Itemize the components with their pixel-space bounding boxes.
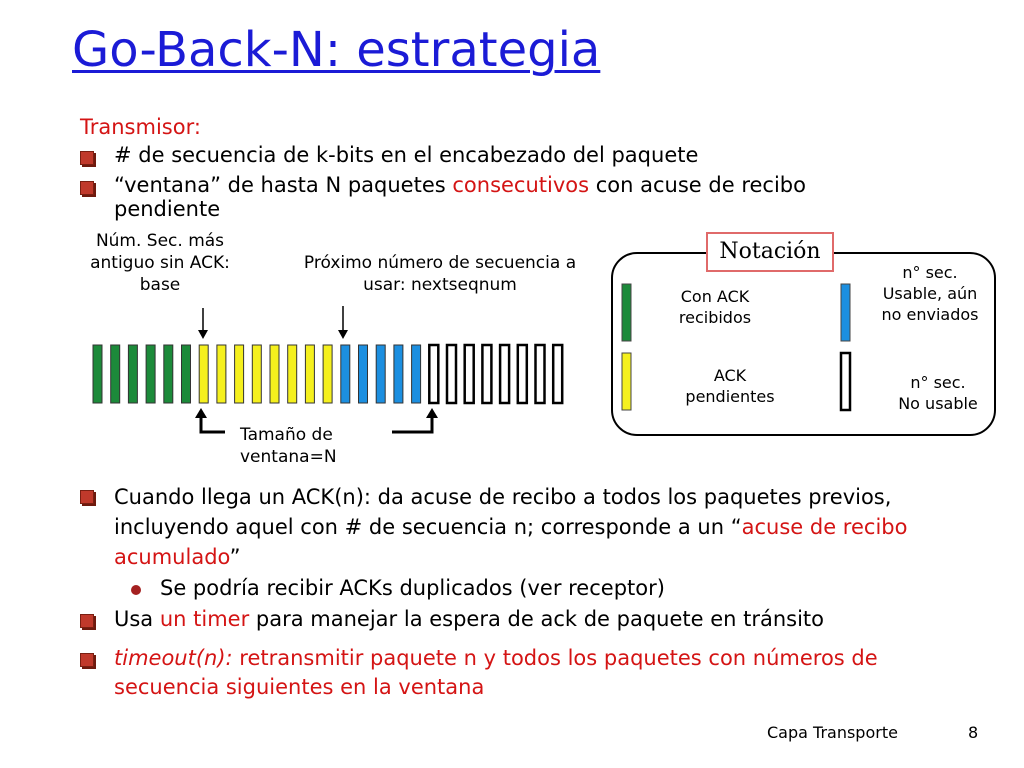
packet-unusable [447,345,456,403]
label-line: n° sec. [902,263,958,282]
text-span: para manejar la espera de ack de paquete en tránsito [249,607,825,631]
label-line: No usable [898,394,978,413]
highlight-timer: un timer [159,607,250,631]
bullet-timer [114,606,824,633]
packet-unusable [482,345,491,403]
bullet-icon [80,653,94,667]
bullet-cumulative-ack-line1: Cuando llega un ACK(n): da acuse de recibo a todos los paquetes previos, [114,485,892,509]
sender-heading: Transmisor: [80,115,201,139]
window-left-bracket-icon [195,408,225,432]
packet-acked [111,345,120,403]
packet-usable [341,345,350,403]
packet-usable [359,345,368,403]
page-number: 8 [968,723,979,742]
label-line: antiguo sin ACK: [90,253,230,273]
bullet-timeout-line1 [114,645,878,672]
bullet-seq-bits: # de secuencia de k-bits en el encabezado del paquete [114,143,699,167]
timeout-term: timeout(n): [114,646,233,670]
label-line: base [139,275,181,295]
packet-acked [128,345,137,403]
bullet-cumulative-ack-line3 [114,544,241,571]
packet-pending [199,345,208,403]
packet-pending [252,345,261,403]
text-span: con acuse de recibo [589,173,806,197]
packet-unusable [536,345,545,403]
label-line: Con ACK [680,287,750,306]
legend-usable-label [866,262,994,325]
text-span: ” [229,545,241,569]
nextseqnum-arrow-icon [338,306,348,339]
bullet-timeout-line2: secuencia siguientes en la ventana [114,675,485,699]
text-span: retransmitir paquete n y todos los paquetes con números de [232,646,878,670]
legend-acked-label [650,286,780,328]
bullet-cumulative-ack-line2 [114,514,907,541]
packet-usable [412,345,421,403]
label-line: Núm. Sec. más [95,231,225,251]
text-span: incluyendo aquel con # de secuencia n; corresponde a un “ [114,515,742,539]
sub-bullet-duplicate-acks: Se podría recibir ACKs duplicados (ver receptor) [160,576,665,600]
text-span: “ventana” de hasta N paquetes [114,173,453,197]
highlight-cumulative: acumulado [114,545,230,569]
bullet-icon [80,614,94,628]
sub-bullet-icon [131,585,141,595]
footer-chapter: Capa Transporte [767,723,898,742]
label-line: no enviados [881,305,979,324]
label-line: recibidos [678,308,752,327]
packet-pending [323,345,332,403]
label-line: ventana=N [240,447,337,467]
label-line: Usable, aún [882,284,978,303]
label-line: Tamaño de [240,425,333,445]
label-line: usar: nextseqnum [363,275,517,295]
label-line: pendientes [685,387,775,406]
packet-pending [288,345,297,403]
text-span: Usa [114,607,160,631]
packet-acked [146,345,155,403]
legend-pending-label [650,365,810,407]
packet-acked [164,345,173,403]
packet-usable [394,345,403,403]
notation-title: Notación [706,232,834,272]
packet-pending [270,345,279,403]
packet-unusable [465,345,474,403]
bullet-window-line2: pendiente [114,197,221,221]
label-line: Próximo número de secuencia a [303,253,577,273]
packet-usable [376,345,385,403]
highlight-cumulative-ack: acuse de recibo [741,515,908,539]
packet-pending [305,345,314,403]
window-right-bracket-icon [392,408,438,432]
label-line: n° sec. [910,373,966,392]
slide-title: Go-Back-N: estrategia [72,22,601,78]
highlight-consecutive: consecutivos [452,173,590,197]
label-line: ACK [713,366,747,385]
packet-unusable [518,345,527,403]
packet-unusable [500,345,509,403]
packet-unusable [553,345,562,403]
packet-acked [93,345,102,403]
packet-acked [182,345,191,403]
base-arrow-icon [198,308,208,339]
packet-pending [217,345,226,403]
packet-unusable [429,345,438,403]
legend-unusable-label [876,372,1000,414]
packet-pending [235,345,244,403]
bullet-icon [80,490,94,504]
